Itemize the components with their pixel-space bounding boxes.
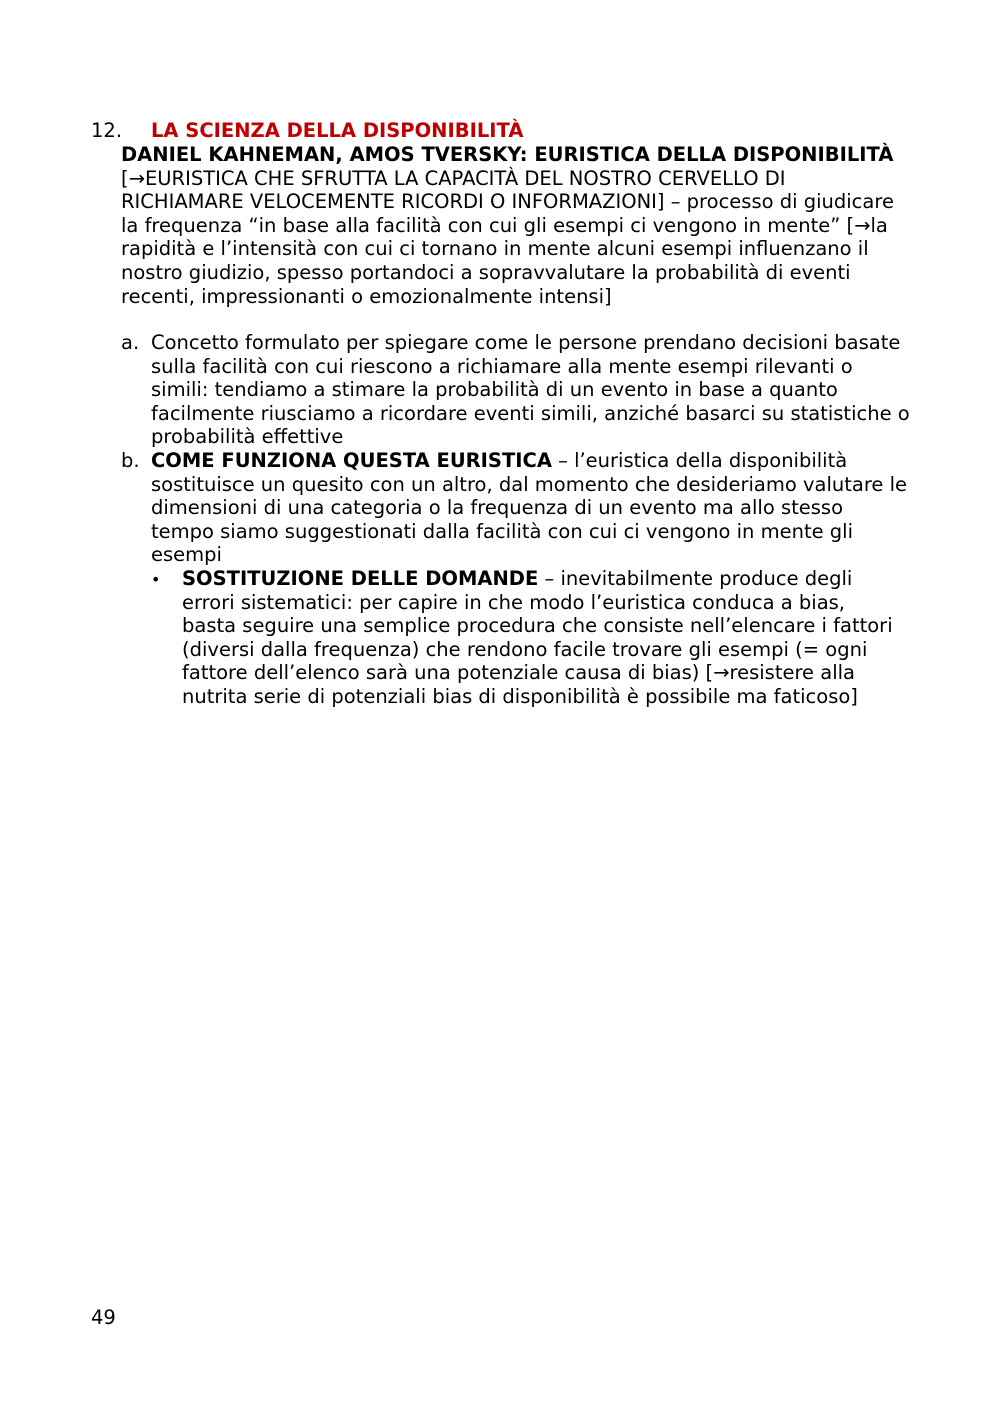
list-item-b-text: – l’euristica della disponibilità sostituisce un quesito con un altro, dal momento che desideriamo valutare le dimensioni di una categoria o la frequenza di un evento ma allo stesso tempo siamo suggestionati dalla facilità con cui ci vengono in mente gli esempi [151, 449, 908, 567]
page-number: 49 [91, 1306, 116, 1329]
list-item-b-bold: COME FUNZIONA QUESTA EURISTICA [151, 449, 552, 472]
section-title: LA SCIENZA DELLA DISPONIBILITÀ [151, 119, 524, 142]
bullet-icon: • [151, 570, 161, 589]
intro-paragraph [121, 143, 911, 308]
bullet-item [182, 567, 897, 709]
list-item-b [151, 449, 911, 567]
section-number: 12. [91, 119, 123, 142]
bullet-item-bold: SOSTITUZIONE DELLE DOMANDE [182, 567, 539, 590]
intro-bold-lead: DANIEL KAHNEMAN, AMOS TVERSKY: EURISTICA DELLA DISPONIBILITÀ [121, 143, 894, 166]
list-item-marker-a: a. [121, 331, 140, 354]
bullet-item-text: – inevitabilmente produce degli errori sistematici: per capire in che modo l’euristica conduca a bias, basta seguire una semplice procedura che consiste nell’elencare i fattori (diversi dalla frequenza) che rendono facile trovare gli esempi (= ogni fattore dell’elenco sarà una potenziale causa di bias) [→resistere alla nutrita serie di potenziali bias di disponibilità è possibile ma faticoso] [182, 567, 893, 708]
list-item-marker-b: b. [121, 449, 140, 472]
list-item-a [151, 331, 911, 449]
intro-text: [→EURISTICA CHE SFRUTTA LA CAPACITÀ DEL NOSTRO CERVELLO DI RICHIAMARE VELOCEMENTE RICORDI O INFORMAZIONI] – processo di giudicare la frequenza “in base alla facilità con cui gli esempi ci vengono in mente” [→la rapidità e l’intensità con cui ci tornano in mente alcuni esempi influenzano il nostro giudizio, spesso portandoci a sopravvalutare la probabilità di eventi recenti, impressionanti o emozionalmente intensi] [121, 166, 894, 308]
list-item-a-text: Concetto formulato per spiegare come le persone prendano decisioni basate sulla facilità con cui riescono a richiamare alla mente esempi rilevanti o simili: tendiamo a stimare la probabilità di un evento in base a quanto facilmente riusciamo a ricordare eventi simili, anziché basarci su statistiche o probabilità effettive [151, 331, 910, 449]
